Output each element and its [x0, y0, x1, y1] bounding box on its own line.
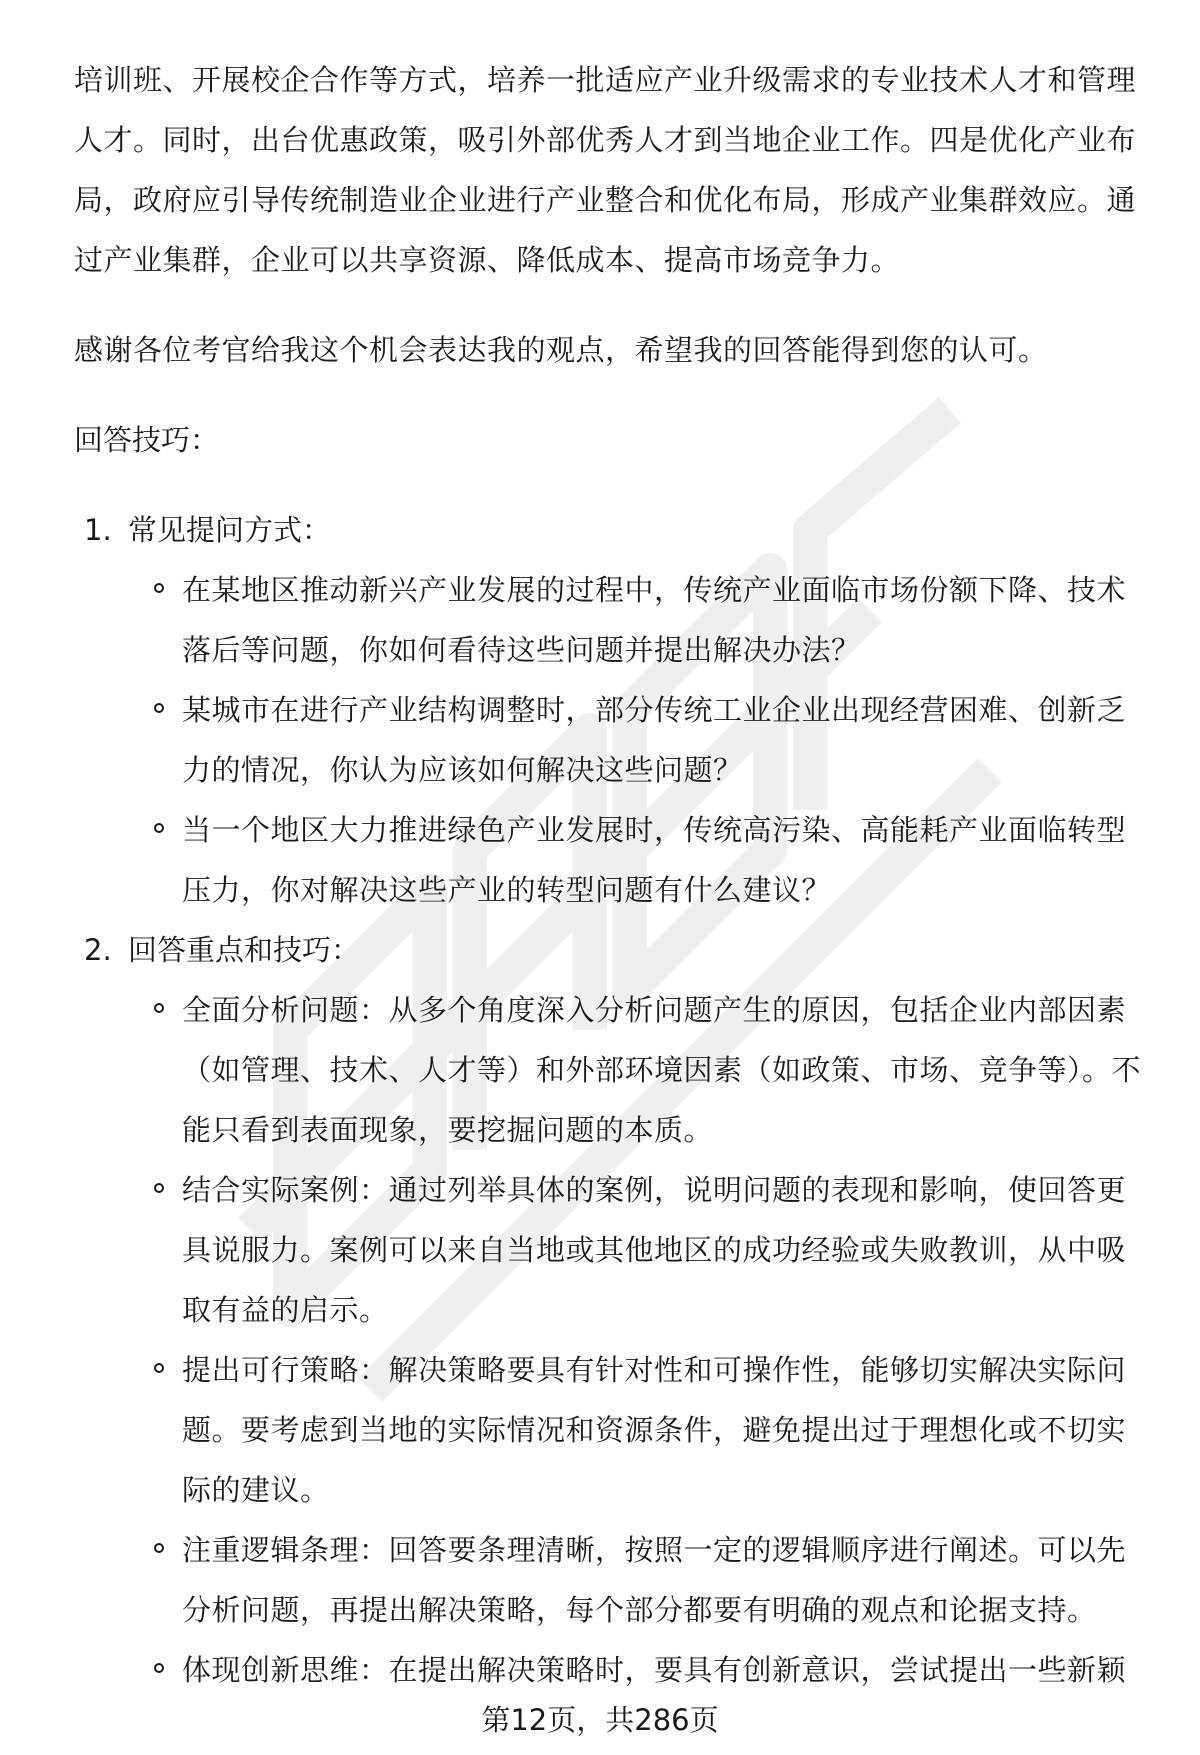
question-list — [74, 560, 1144, 920]
tips-heading: 回答技巧： — [74, 423, 220, 457]
document-body — [74, 50, 1144, 1700]
section-number: 1. — [84, 513, 112, 547]
list-item-text: 提出可行策略：解决策略要具有针对性和可操作性，能够切实解决实际问题。要考虑到当地的实际情况和资源条件，避免提出过于理想化或不切实际的建议。 — [182, 1353, 1127, 1507]
body-paragraph: 培训班、开展校企合作等方式，培养一批适应产业升级需求的专业技术人才和管理人才。同时，出台优惠政策，吸引外部优秀人才到当地企业工作。四是优化产业布局，政府应引导传统制造业企业进行产业整合和优化布局，形成产业集群效应。通过产业集群，企业可以共享资源、降低成本、提高市场竞争力。 — [74, 63, 1137, 277]
circle-bullet-icon — [154, 1363, 164, 1373]
page-number: 第12页，共286页 — [481, 1703, 719, 1737]
section-title: 回答重点和技巧： — [128, 933, 361, 967]
list-item-text: 注重逻辑条理：回答要条理清晰，按照一定的逻辑顺序进行阐述。可以先分析问题，再提出解决策略，每个部分都要有明确的观点和论据支持。 — [182, 1533, 1127, 1627]
section-common-questions — [74, 500, 1144, 560]
list-item — [74, 560, 1144, 680]
circle-bullet-icon — [154, 703, 164, 713]
tips-list — [74, 980, 1144, 1700]
list-item-text: 某城市在进行产业结构调整时，部分传统工业企业出现经营困难、创新乏力的情况，你认为应该如何解决这些问题？ — [182, 693, 1127, 787]
list-item-text: 全面分析问题：从多个角度深入分析问题产生的原因，包括企业内部因素（如管理、技术、人才等）和外部环境因素（如政策、市场、竞争等）。不能只看到表面现象，要挖掘问题的本质。 — [182, 993, 1142, 1147]
section-title: 常见提问方式： — [128, 513, 332, 547]
circle-bullet-icon — [154, 1663, 164, 1673]
list-item-text: 结合实际案例：通过列举具体的案例，说明问题的表现和影响，使回答更具说服力。案例可以来自当地或其他地区的成功经验或失败教训，从中吸取有益的启示。 — [182, 1173, 1127, 1327]
circle-bullet-icon — [154, 1183, 164, 1193]
circle-bullet-icon — [154, 823, 164, 833]
list-item — [74, 800, 1144, 920]
list-item — [74, 1640, 1144, 1700]
list-item — [74, 1160, 1144, 1340]
list-item — [74, 1520, 1144, 1640]
circle-bullet-icon — [154, 1543, 164, 1553]
section-number: 2. — [84, 933, 112, 967]
circle-bullet-icon — [154, 1003, 164, 1013]
list-item — [74, 1340, 1144, 1520]
section-answer-tips — [74, 920, 1144, 980]
list-item-text: 当一个地区大力推进绿色产业发展时，传统高污染、高能耗产业面临转型压力，你对解决这些产业的转型问题有什么建议？ — [182, 813, 1127, 907]
closing-paragraph: 感谢各位考官给我这个机会表达我的观点，希望我的回答能得到您的认可。 — [74, 333, 1048, 367]
list-item-text: 体现创新思维：在提出解决策略时，要具有创新意识，尝试提出一些新颖 — [182, 1653, 1127, 1687]
list-item-text: 在某地区推动新兴产业发展的过程中，传统产业面临市场份额下降、技术落后等问题，你如何看待这些问题并提出解决办法？ — [182, 573, 1127, 667]
circle-bullet-icon — [154, 583, 164, 593]
list-item — [74, 980, 1144, 1160]
list-item — [74, 680, 1144, 800]
